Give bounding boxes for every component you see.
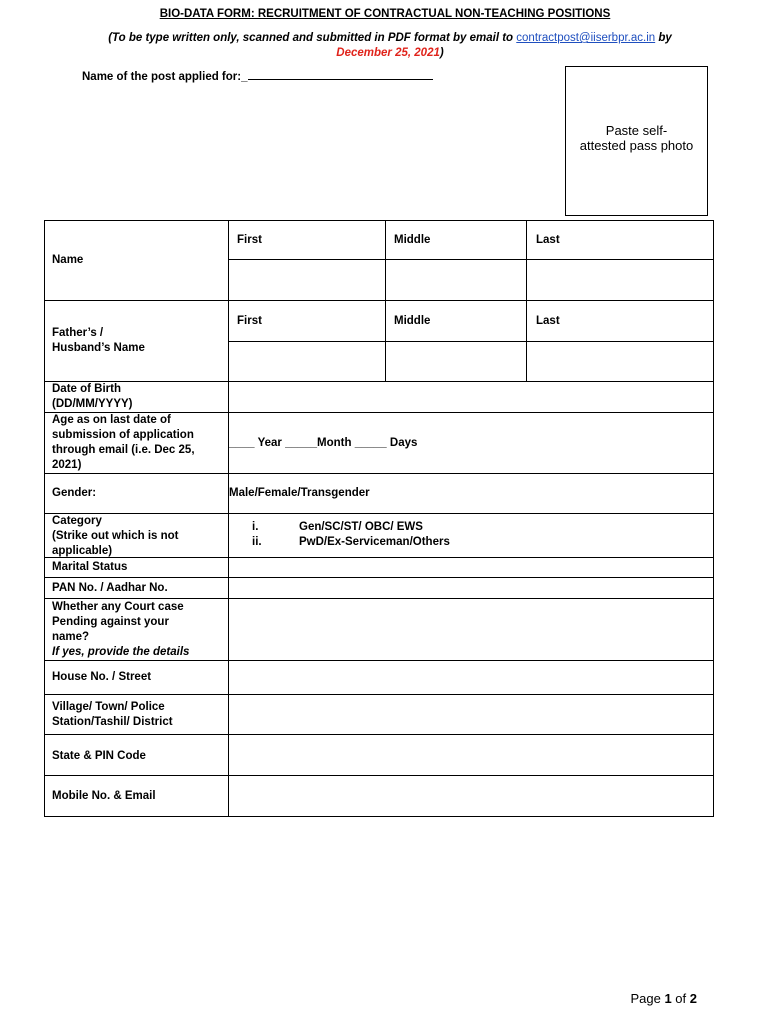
house-street-label: House No. / Street [52, 671, 152, 683]
category-item-1-num: i. [252, 521, 259, 533]
mobile-email-label: Mobile No. & Email [52, 790, 156, 802]
total-pages: 2 [689, 991, 697, 1006]
father-middle-header: Middle [394, 315, 431, 327]
post-applied-blank[interactable] [248, 68, 433, 80]
age-value[interactable]: ____ Year _____Month _____ Days [229, 437, 418, 449]
father-first-header: First [237, 315, 262, 327]
name-first-input[interactable] [229, 260, 385, 300]
father-first-input[interactable] [229, 342, 385, 381]
mobile-email-input[interactable] [229, 776, 713, 816]
name-label: Name [52, 254, 84, 266]
current-page: 1 [664, 991, 672, 1006]
post-applied-label: Name of the post applied for:_ [82, 71, 248, 83]
photo-box[interactable] [565, 66, 708, 216]
marital-status-input[interactable] [229, 558, 713, 577]
gender-value[interactable]: Male/Female/Transgender [229, 487, 370, 499]
gender-label: Gender: [52, 487, 97, 499]
court-case-input[interactable] [229, 599, 713, 660]
instructions-by: by [655, 32, 672, 44]
father-last-input[interactable] [527, 342, 713, 381]
father-husband-label: Father’s / Husband’s Name [52, 327, 145, 354]
age-label: Age as on last date of submission of application through email (i.e. Dec 25, 2021) [52, 414, 195, 471]
category-item-2-num: ii. [252, 536, 262, 548]
post-applied-field [82, 68, 433, 83]
father-middle-input[interactable] [386, 342, 526, 381]
page-of: of [671, 991, 690, 1006]
marital-status-label: Marital Status [52, 561, 128, 573]
name-middle-header: Middle [394, 234, 431, 246]
court-case-label: Whether any Court case Pending against your name? [52, 601, 184, 643]
photo-instruction: Paste self- attested pass photo [579, 123, 694, 153]
name-first-header: First [237, 234, 262, 246]
pan-aadhar-input[interactable] [229, 578, 713, 598]
page-word: Page [630, 991, 665, 1006]
category-item-1[interactable]: Gen/SC/ST/ OBC/ EWS [299, 521, 423, 533]
deadline-date: December 25, 2021 [336, 47, 440, 59]
pan-aadhar-label: PAN No. / Aadhar No. [52, 582, 168, 594]
email-link[interactable]: contractpost@iiserbpr.ac.in [516, 32, 656, 44]
instructions [60, 31, 720, 61]
name-last-header: Last [536, 234, 560, 246]
court-case-sublabel: If yes, provide the details [52, 646, 190, 658]
state-pin-input[interactable] [229, 735, 713, 775]
category-label: Category (Strike out which is not applicable) [52, 515, 179, 557]
instructions-close: ) [439, 47, 444, 59]
form-title: BIO-DATA FORM: RECRUITMENT OF CONTRACTUAL NON-TEACHING POSITIONS [159, 8, 611, 20]
category-item-2[interactable]: PwD/Ex-Serviceman/Others [299, 536, 450, 548]
house-street-input[interactable] [229, 661, 713, 694]
state-pin-label: State & PIN Code [52, 750, 146, 762]
dob-input[interactable] [229, 382, 713, 412]
page-number [630, 991, 697, 1006]
instructions-text: (To be type written only, scanned and submitted in PDF format by email to [108, 32, 517, 44]
name-last-input[interactable] [527, 260, 713, 300]
village-town-input[interactable] [229, 695, 713, 734]
name-middle-input[interactable] [386, 260, 526, 300]
father-last-header: Last [536, 315, 560, 327]
dob-label: Date of Birth (DD/MM/YYYY) [52, 383, 133, 410]
village-town-label: Village/ Town/ Police Station/Tashil/ District [52, 701, 173, 728]
